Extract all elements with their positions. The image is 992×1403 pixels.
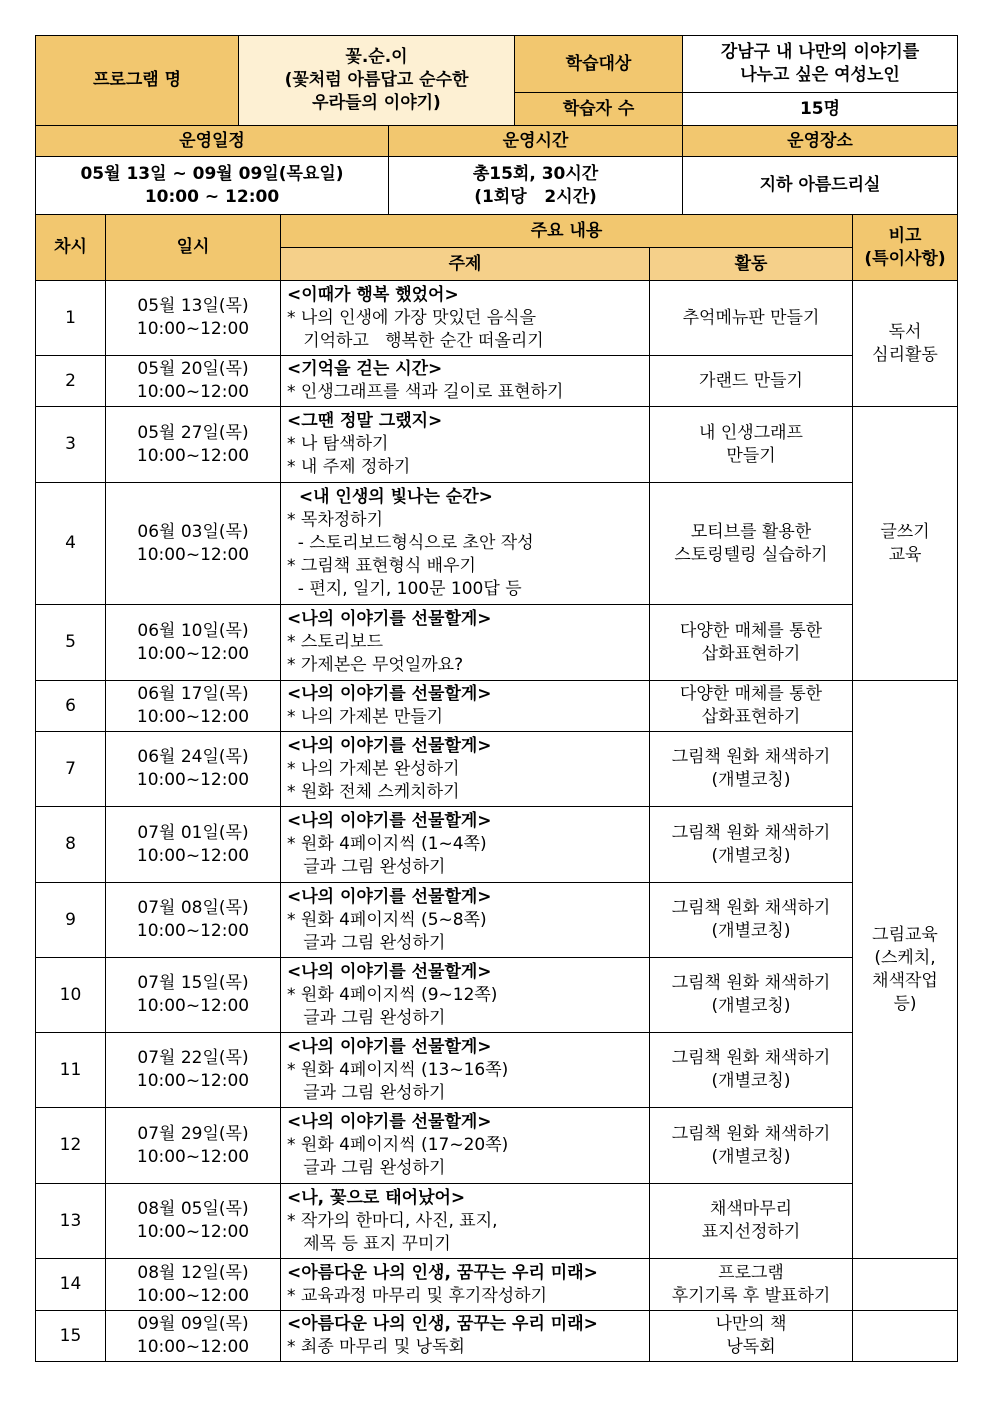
program-name-label: 프로그램 명 [36,36,239,126]
note-drawing-edu: 그림교육 (스케치, 채색작업 등) [853,681,958,1259]
curriculum-table [35,214,958,1362]
col-header-activity: 활동 [650,248,853,281]
session-no: 12 [36,1108,106,1184]
session-activity: 나만의 책 낭독회 [650,1311,853,1362]
session-no: 14 [36,1259,106,1311]
session-activity: 다양한 매체를 통한 삽화표현하기 [650,681,853,732]
target-label: 학습대상 [515,36,683,93]
session-topic: <나의 이야기를 선물할게> * 원화 4페이지씩 (1~4쪽) 글과 그림 완성하기 [281,807,650,883]
session-activity: 그림책 원화 채색하기 (개별코칭) [650,1108,853,1184]
program-name-value: 꽃.순.이 (꽃처럼 아름답고 순수한 우라들의 이야기) [239,36,515,126]
session-topic: <나의 이야기를 선물할게> * 나의 가제본 만들기 [281,681,650,732]
session-topic: <아름다운 나의 인생, 꿈꾸는 우리 미래> * 최종 마무리 및 낭독회 [281,1311,650,1362]
session-topic: <나의 이야기를 선물할게> * 원화 4페이지씩 (9~12쪽) 글과 그림 완성하기 [281,958,650,1033]
session-datetime: 07월 29일(목) 10:00~12:00 [106,1108,281,1184]
table-row [36,356,958,407]
session-activity: 그림책 원화 채색하기 (개별코칭) [650,807,853,883]
session-no: 13 [36,1184,106,1259]
place-label: 운영장소 [683,126,958,157]
learner-count-value: 15명 [683,93,958,126]
session-datetime: 08월 12일(목) 10:00~12:00 [106,1259,281,1311]
session-activity: 추억메뉴판 만들기 [650,281,853,356]
session-activity: 가랜드 만들기 [650,356,853,407]
session-no: 8 [36,807,106,883]
session-datetime: 08월 05일(목) 10:00~12:00 [106,1184,281,1259]
table-row [36,958,958,1033]
table-row [36,807,958,883]
session-topic: <나의 이야기를 선물할게> * 나의 가제본 완성하기 * 원화 전체 스케치하기 [281,732,650,807]
table-row [36,883,958,958]
col-header-topic: 주제 [281,248,650,281]
session-topic: <기억을 걷는 시간> * 인생그래프를 색과 길이로 표현하기 [281,356,650,407]
table-row [36,1184,958,1259]
table-row [36,1259,958,1311]
session-no: 7 [36,732,106,807]
session-topic: <아름다운 나의 인생, 꿈꾸는 우리 미래> * 교육과정 마무리 및 후기작성하기 [281,1259,650,1311]
session-no: 5 [36,605,106,681]
schedule-label: 운영일정 [36,126,389,157]
session-datetime: 06월 10일(목) 10:00~12:00 [106,605,281,681]
session-activity: 다양한 매체를 통한 삽화표현하기 [650,605,853,681]
program-info-table [35,35,958,215]
note-empty [853,1259,958,1311]
session-no: 15 [36,1311,106,1362]
session-topic: <그땐 정말 그랬지> * 나 탐색하기 * 내 주제 정하기 [281,407,650,483]
target-value: 강남구 내 나만의 이야기를 나누고 싶은 여성노인 [683,36,958,93]
col-header-note: 비고 (특이사항) [853,215,958,281]
table-row [36,483,958,605]
session-datetime: 06월 17일(목) 10:00~12:00 [106,681,281,732]
note-reading-psych: 독서 심리활동 [853,281,958,407]
session-datetime: 07월 08일(목) 10:00~12:00 [106,883,281,958]
session-no: 10 [36,958,106,1033]
table-row [36,281,958,356]
session-activity: 그림책 원화 채색하기 (개별코칭) [650,883,853,958]
session-no: 4 [36,483,106,605]
session-activity: 채색마무리 표지선정하기 [650,1184,853,1259]
session-no: 3 [36,407,106,483]
session-no: 6 [36,681,106,732]
session-datetime: 09월 09일(목) 10:00~12:00 [106,1311,281,1362]
table-row [36,681,958,732]
session-no: 1 [36,281,106,356]
table-row [36,605,958,681]
session-topic: <나의 이야기를 선물할게> * 원화 4페이지씩 (17~20쪽) 글과 그림 완성하기 [281,1108,650,1184]
session-no: 11 [36,1033,106,1108]
schedule-value: 05월 13일 ~ 09월 09일(목요일) 10:00 ~ 12:00 [36,157,389,215]
session-topic: <내 인생의 빛나는 순간> * 목차정하기 - 스토리보드형식으로 초안 작성 * 그림책 표현형식 배우기 - 편지, 일기, 100문 100답 등 [281,483,650,605]
table-row [36,732,958,807]
learner-count-label: 학습자 수 [515,93,683,126]
col-header-datetime: 일시 [106,215,281,281]
session-activity: 프로그램 후기기록 후 발표하기 [650,1259,853,1311]
time-label: 운영시간 [389,126,683,157]
session-activity: 그림책 원화 채색하기 (개별코칭) [650,732,853,807]
session-datetime: 05월 13일(목) 10:00~12:00 [106,281,281,356]
table-row [36,1108,958,1184]
session-topic: <나, 꽃으로 태어났어> * 작가의 한마디, 사진, 표지, 제목 등 표지 꾸미기 [281,1184,650,1259]
session-topic: <이때가 행복 했었어> * 나의 인생에 가장 맛있던 음식을 기억하고 행복한 순간 떠올리기 [281,281,650,356]
col-header-main: 주요 내용 [281,215,853,248]
session-datetime: 05월 20일(목) 10:00~12:00 [106,356,281,407]
session-activity: 모티브를 활용한 스토링텔링 실습하기 [650,483,853,605]
session-datetime: 06월 03일(목) 10:00~12:00 [106,483,281,605]
session-topic: <나의 이야기를 선물할게> * 원화 4페이지씩 (5~8쪽) 글과 그림 완성하기 [281,883,650,958]
session-no: 2 [36,356,106,407]
session-topic: <나의 이야기를 선물할게> * 원화 4페이지씩 (13~16쪽) 글과 그림 완성하기 [281,1033,650,1108]
place-value: 지하 아름드리실 [683,157,958,215]
session-datetime: 06월 24일(목) 10:00~12:00 [106,732,281,807]
session-datetime: 07월 01일(목) 10:00~12:00 [106,807,281,883]
note-writing-edu: 글쓰기 교육 [853,407,958,681]
session-datetime: 07월 22일(목) 10:00~12:00 [106,1033,281,1108]
table-row [36,1311,958,1362]
session-datetime: 05월 27일(목) 10:00~12:00 [106,407,281,483]
session-topic: <나의 이야기를 선물할게> * 스토리보드 * 가제본은 무엇일까요? [281,605,650,681]
note-empty [853,1311,958,1362]
session-activity: 그림책 원화 채색하기 (개별코칭) [650,958,853,1033]
table-row [36,1033,958,1108]
session-datetime: 07월 15일(목) 10:00~12:00 [106,958,281,1033]
time-value: 총15회, 30시간 (1회당 2시간) [389,157,683,215]
table-row [36,407,958,483]
col-header-no: 차시 [36,215,106,281]
session-activity: 내 인생그래프 만들기 [650,407,853,483]
session-activity: 그림책 원화 채색하기 (개별코칭) [650,1033,853,1108]
session-no: 9 [36,883,106,958]
